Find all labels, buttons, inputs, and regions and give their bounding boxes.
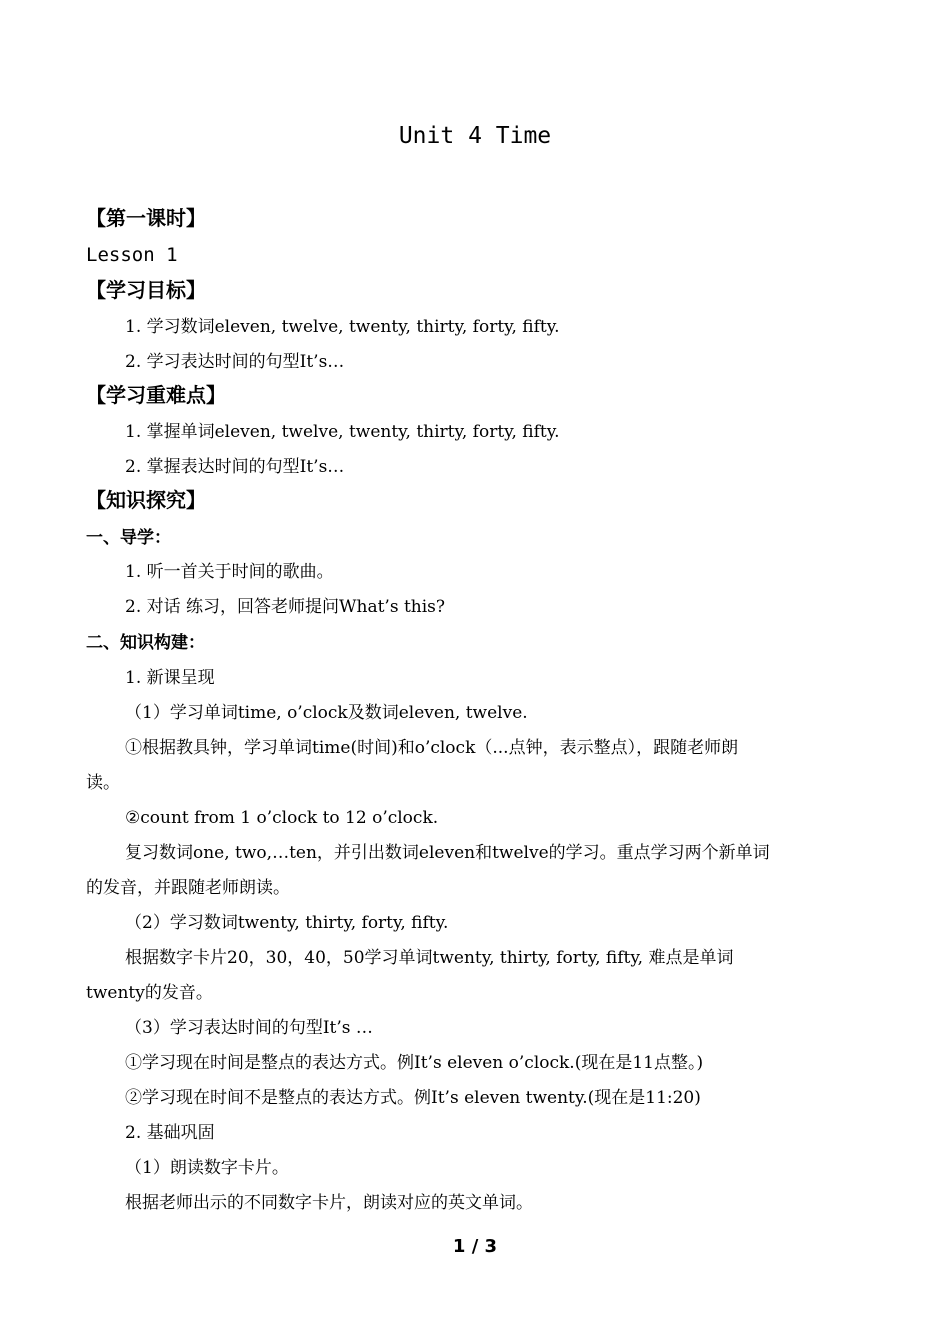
key-points-header: 【学习重难点】: [86, 383, 226, 407]
construction-line-7: 的发音，并跟随老师朗读。: [86, 878, 290, 898]
lesson-header: 【第一课时】: [86, 206, 206, 230]
construction-line-9: 根据数字卡片20，30，40，50学习单词twenty, thirty, forty, fifty, 难点是单词: [125, 948, 734, 968]
construction-line-13: ②学习现在时间不是整点的表达方式。例It’s eleven twenty.(现在是11:20): [125, 1088, 701, 1108]
construction-line-5: ②count from 1 o’clock to 12 o’clock.: [125, 808, 439, 828]
construction-line-14: 2. 基础巩固: [125, 1123, 215, 1143]
guide-item-2: 2. 对话 练习，回答老师提问What’s this?: [125, 597, 446, 617]
guide-header: 一、导学：: [86, 528, 171, 548]
exploration-header: 【知识探究】: [86, 488, 206, 512]
lesson-name: Lesson 1: [86, 244, 178, 266]
objective-item-2: 2. 学习表达时间的句型It’s…: [125, 352, 345, 372]
construction-line-12: ①学习现在时间是整点的表达方式。例It’s eleven o’clock.(现在是11点整。): [125, 1053, 704, 1073]
key-point-item-1: 1. 掌握单词eleven, twelve, twenty, thirty, forty, fifty.: [125, 422, 560, 442]
construction-header: 二、知识构建：: [86, 633, 205, 653]
construction-line-3: ①根据教具钟，学习单词time(时间)和o’clock（...点钟，表示整点），跟随老师朗: [125, 738, 739, 758]
page-indicator: 1 / 3: [452, 1236, 498, 1257]
construction-line-4: 读。: [86, 773, 120, 793]
construction-line-2: （1）学习单词time, o’clock及数词eleven, twelve.: [125, 703, 528, 723]
objectives-header: 【学习目标】: [86, 278, 206, 302]
construction-line-8: （2）学习数词twenty, thirty, forty, fifty.: [125, 913, 449, 933]
guide-item-1: 1. 听一首关于时间的歌曲。: [125, 562, 334, 582]
objective-item-1: 1. 学习数词eleven, twelve, twenty, thirty, forty, fifty.: [125, 317, 560, 337]
key-point-item-2: 2. 掌握表达时间的句型It’s…: [125, 457, 345, 477]
construction-line-1: 1. 新课呈现: [125, 668, 215, 688]
construction-line-16: 根据老师出示的不同数字卡片，朗读对应的英文单词。: [125, 1193, 533, 1213]
document-title: Unit 4 Time: [398, 123, 552, 149]
construction-line-10: twenty的发音。: [86, 983, 213, 1003]
construction-line-11: （3）学习表达时间的句型It’s …: [125, 1018, 373, 1038]
construction-line-6: 复习数词one, two,…ten，并引出数词eleven和twelve的学习。重点学习两个新单词: [125, 843, 770, 863]
construction-line-15: （1）朗读数字卡片。: [125, 1158, 289, 1178]
